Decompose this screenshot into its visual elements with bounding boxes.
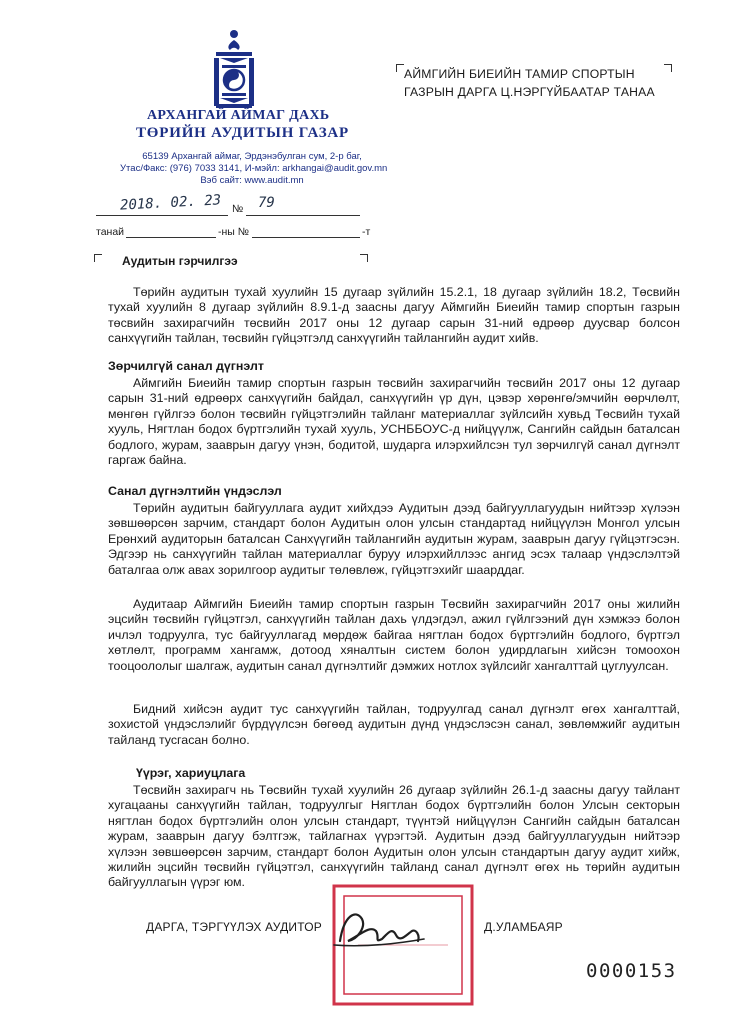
recipient-corner-left <box>396 64 404 72</box>
nii-underline <box>252 237 360 238</box>
intro-text: Төрийн аудитын тухай хуулийн 15 дугаар зүйлийн 15.2.1, 18 дугаар зүйлийн 18.2, Төсвийн тухай хуулийн 8 дугаар зүйлийн 8.9.1-д заасны дагуу Аймгийн Биеийн тамир спортын газрын төсвийн захирагчийн төсвийн 2017 оны 12 дугаар сарын 31-ний өдрөөр дуусвар болсон санхүүгийн тайлан, төсвийн гүйцэтгэлд санхүүгийн тайлангийн аудит хийв. <box>108 285 680 346</box>
handwritten-signature <box>330 905 430 955</box>
section2-text2: Аудитаар Аймгийн Биеийн тамир спортын газрын Төсвийн захирагчийн 2017 оны жилийн эцсийн төсвийн гүйцэтгэл, санхүүгийн тайлан дахь үлдэгдэл, ажил гүйлгээний дүн хэмжээ болон ичлэл тодруулга, тус байгууллагад мөрдөж байгаа нягтлан бодох бүртгэлийн бодлого, бүртгэл хөтлөлт, программ хангамж, дотоод хяналтын систем болон удирдлагын хийсэн томоохон тооцоололыг шалгаж, аудитын санал дүгнэлтийг дэмжих нотлох зүйлсийг хангалттай цуглуулсан. <box>108 597 680 673</box>
section1-text: Аймгийн Биеийн тамир спортын газрын төсвийн захирагчийн төсвийн 2017 оны 12 дугаар сарын 31-ний өдрөөрх санхүүгийн байдал, санхүүгийн үр дүн, цэвэр хөрөнгө/эмчийн өөрчлөлт, мөнгөн гүйлгээ болон төсвийн гүйцэтгэлийн тайланг материаллаг зүйлсийн хувьд Төсвийн тухай хууль, Нягтлан бодох бүртгэлийн тухай хууль, УСНББОУС-д нийцүүлж, Сангийн сайдын баталсан бодлого, журам, зааврын дагуу үнэн, бодитой, шударга илэрхийлсэн тул зөрчилгүй санал дүгнэлт гаргаж байна. <box>108 376 680 468</box>
intro-paragraph <box>108 285 680 347</box>
section2-paragraph1 <box>108 501 680 578</box>
number-label: № <box>232 203 244 215</box>
org-name-line2: ТӨРИЙН АУДИТЫН ГАЗАР <box>136 125 350 141</box>
section3-text: Төсвийн захирагч нь Төсвийн тухай хуулийн 26 дугаар зүйлийн 26.1-д заасны дагуу тайлант хугацааны санхүүгийн тайлан, тодруулгыг Нягтлан бодох бүртгэлийн болон Улсын секторын нягтлан бодох бүртгэлийн олон улсын стандарт, түүнтэй нийцүүлэн Сангийн сайдын баталсан журам, зааврын дагуу бэлтгэж, тайлагнах үүрэгтэй. Аудитын дээд байгууллагуудын нийтээр хүлээн зөвшөөрсөн зарчим, стандарт болон Аудитын олон улсын стандартын дагуу аудит хийж, жилийн эцсийн төсвийн гүйцэтгэл, санхүүгийн тайланд санал дүгнэлт өгөх нь төрийн аудитын байгууллагын үүрэг юм. <box>108 783 680 890</box>
signer-role: ДАРГА, ТЭРГҮҮЛЭХ АУДИТОР <box>146 920 322 934</box>
tanai-label: танай <box>96 226 125 238</box>
section1-heading: Зөрчилгүй санал дүгнэлт <box>108 359 264 373</box>
tanai-underline <box>126 237 216 238</box>
recipient-line2: ГАЗРЫН ДАРГА Ц.НЭРГҮЙБААТАР ТАНАА <box>404 85 655 99</box>
date-value: 2018. 02. 23 <box>119 192 222 214</box>
title-corner-right <box>360 254 368 262</box>
t-label: -т <box>362 226 371 238</box>
website-line: Вэб сайт: www.audit.mn <box>200 175 304 186</box>
number-value: 79 <box>258 195 275 211</box>
recipient-corner-right <box>664 64 672 72</box>
section2-paragraph2 <box>108 597 680 674</box>
section3-heading: Үүрэг, хариуцлага <box>136 766 246 780</box>
number-underline <box>246 215 360 216</box>
address-line: 65139 Архангай аймаг, Эрдэнэбулган сум, 2-р баг, <box>142 151 362 162</box>
section2-paragraph3 <box>108 702 680 748</box>
section1-paragraph <box>108 376 680 468</box>
section2-text3: Бидний хийсэн аудит тус санхүүгийн тайлан, тодруулгад санал дүгнэлт өгөх хангалттай, зохистой үндэслэлийг бүрдүүлсэн бөгөөд аудитын дүнд үндэслэсэн санал, зөвлөмжийг аудитын тайланд тусгасан болно. <box>108 702 680 747</box>
signer-name: Д.УЛАМБАЯР <box>484 920 563 934</box>
soyombo-emblem <box>210 28 258 108</box>
section2-heading: Санал дүгнэлтийн үндэслэл <box>108 484 282 498</box>
title-corner-left <box>94 254 102 262</box>
date-underline <box>96 215 228 216</box>
recipient-block <box>404 65 655 101</box>
contact-line: Утас/Факс: (976) 7033 3141, И-мэйл: arkhangai@audit.gov.mn <box>120 163 388 174</box>
recipient-line1: АЙМГИЙН БИЕИЙН ТАМИР СПОРТЫН <box>404 67 635 81</box>
serial-number: 0000153 <box>586 960 677 982</box>
section2-text1: Төрийн аудитын байгууллага аудит хийхдээ Аудитын дээд байгууллагуудын нийтээр хүлээн зөвшөөрсөн зарчим, стандарт болон Аудитын олон улсын стандартад нийцүүлэн Монгол улсын Ерөнхий аудиторын баталсан Санхүүгийн тайлангийн аудитын журам, зааврын дагуу гүйцэтгэсэн. Эдгээр нь санхүүгийн тайлан материаллаг буруу илэрхийллээс ангид эсэх талаар үндэслэлтэй баталгаа олж авах зорилгоор аудитыг төлөвлөж, гүйцэтгэхийг шаарддаг. <box>108 501 680 577</box>
document-title: Аудитын гэрчилгээ <box>122 254 238 268</box>
nii-label: -ны № <box>218 226 250 238</box>
section3-paragraph <box>108 783 680 891</box>
org-name-line1: АРХАНГАЙ АЙМАГ ДАХЬ <box>147 108 330 123</box>
